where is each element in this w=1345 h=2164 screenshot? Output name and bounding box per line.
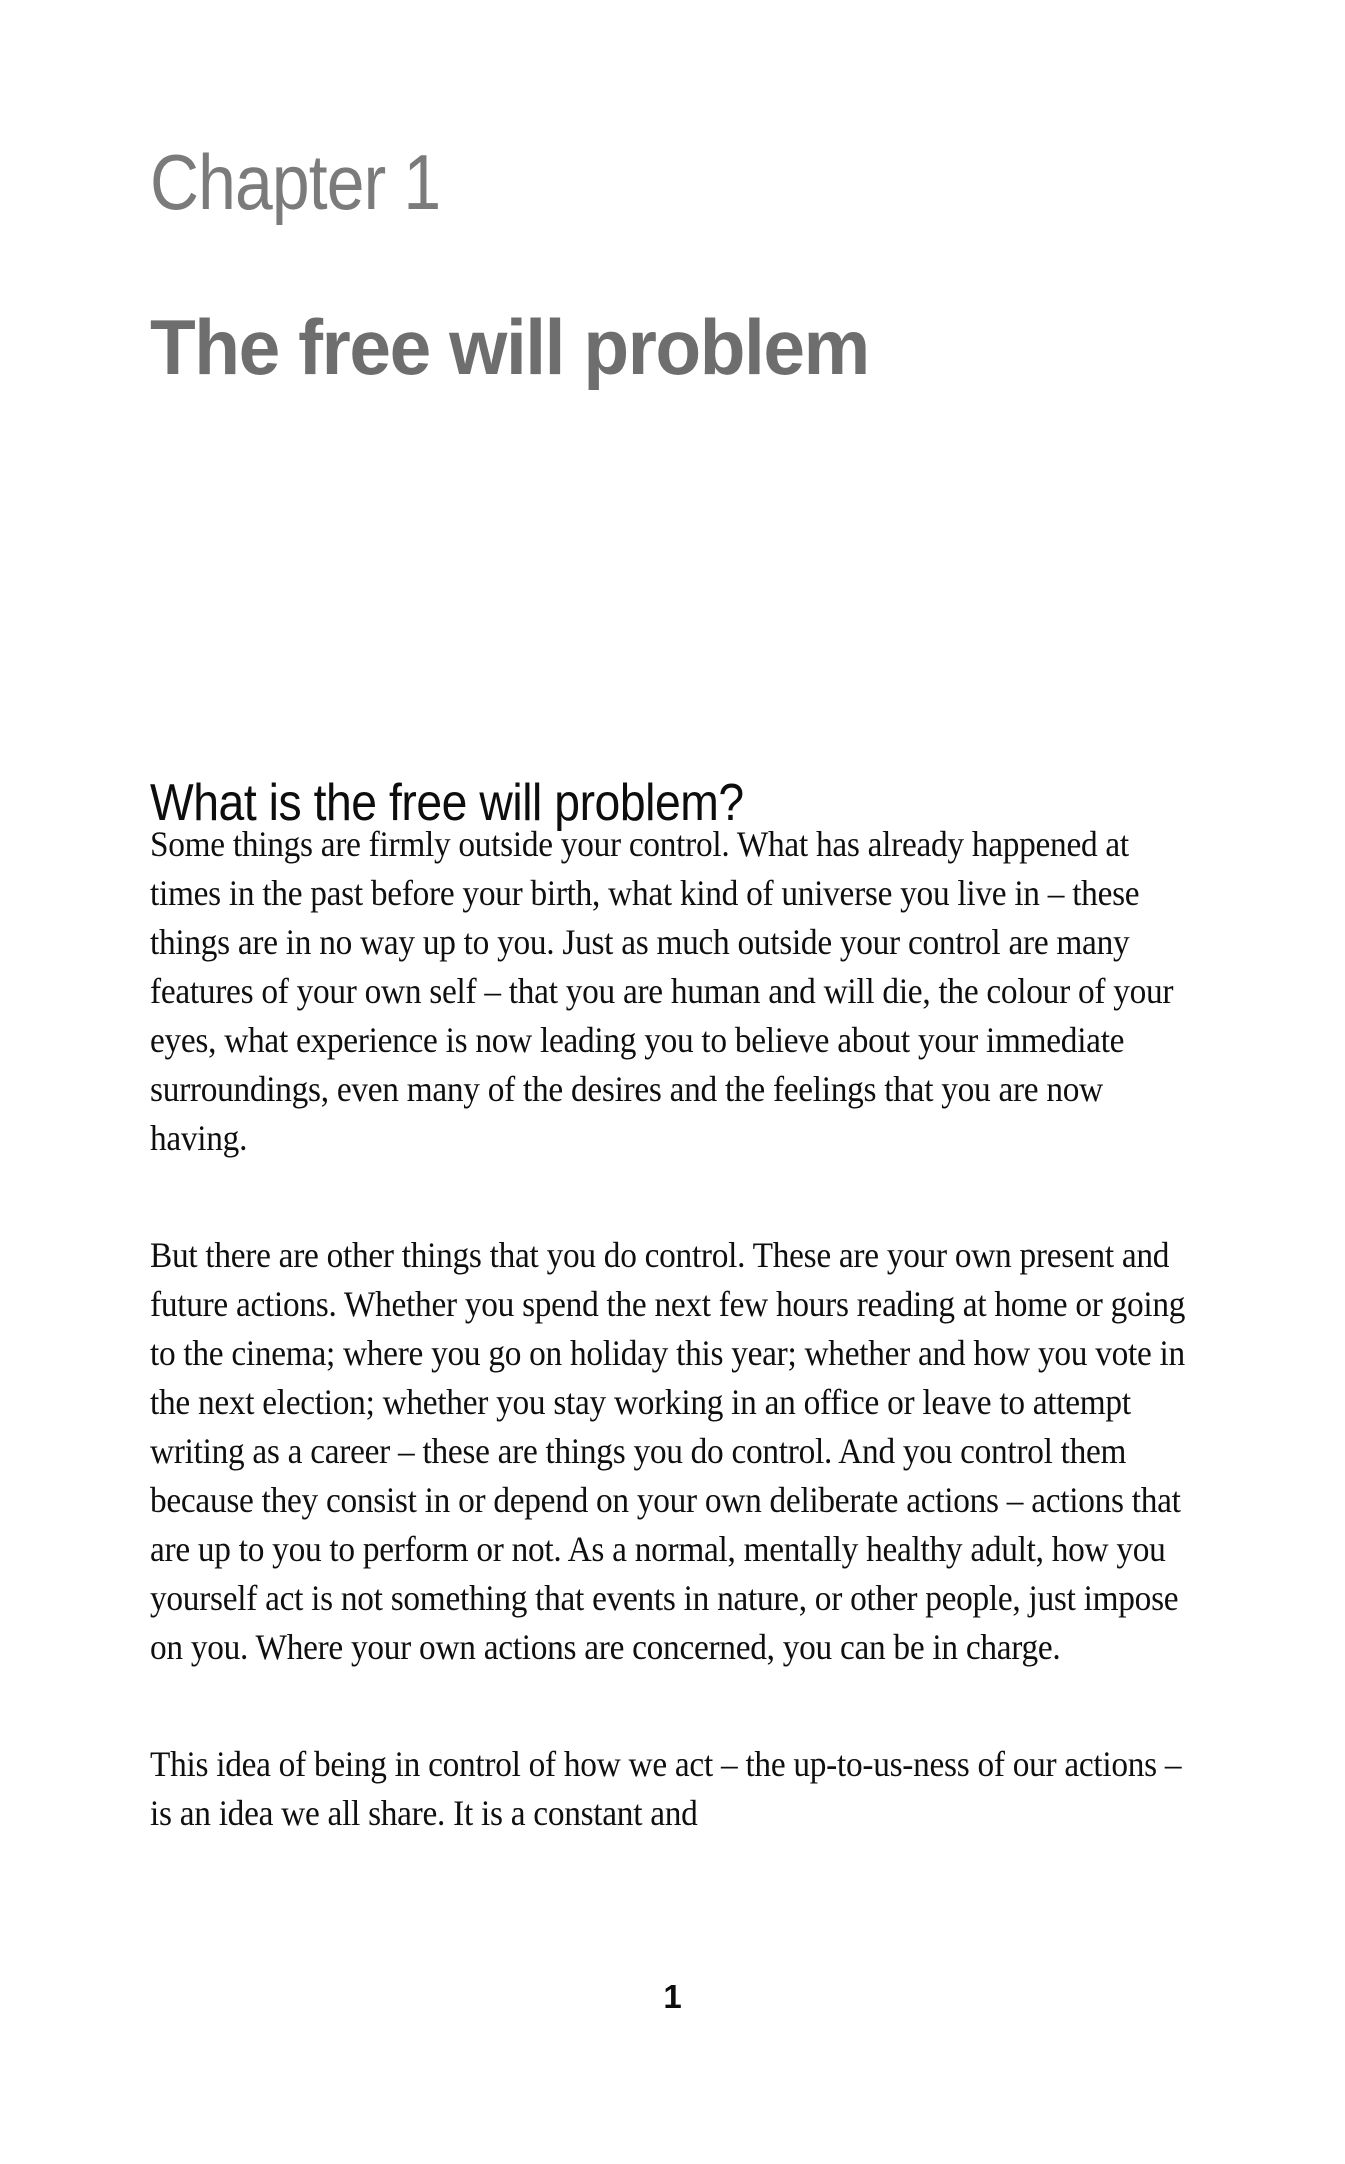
chapter-label: Chapter 1 [150, 138, 441, 226]
paragraph-1: Some things are firmly outside your control. What has already happened at times in the past before your birth, what kind of universe you live in – these things are in no way up to you. Just as much outside your control are many features of your own self – that you are human and will die, the colour of your eyes, what experience is now leading you to believe about your immediate surroundings, even many of the desires and the feelings that you are now having. [150, 824, 1174, 1158]
paragraph-2: But there are other things that you do control. These are your own present and future actions. Whether you spend the next few hours reading at home or going to the cinema; where you go on holiday this year; whether and how you vote in the next election; whether you stay working in an office or leave to attempt writing as a career – these are things you do control. And you control them because they consist in or depend on your own deliberate actions – actions that are up to you to perform or not. As a normal, mentally healthy adult, how you yourself act is not something that events in nature, or other people, just impose on you. Where your own actions are concerned, you can be in charge. [150, 1235, 1186, 1667]
chapter-title: The free will problem [150, 303, 869, 392]
page-number: 1 [663, 1978, 682, 2015]
paragraph-3: This idea of being in control of how we act – the up-to-us-ness of our actions – is an idea we all share. It is a constant and [150, 1744, 1182, 1833]
section-heading: What is the free will problem? [150, 774, 744, 833]
body-text [150, 820, 1196, 1906]
